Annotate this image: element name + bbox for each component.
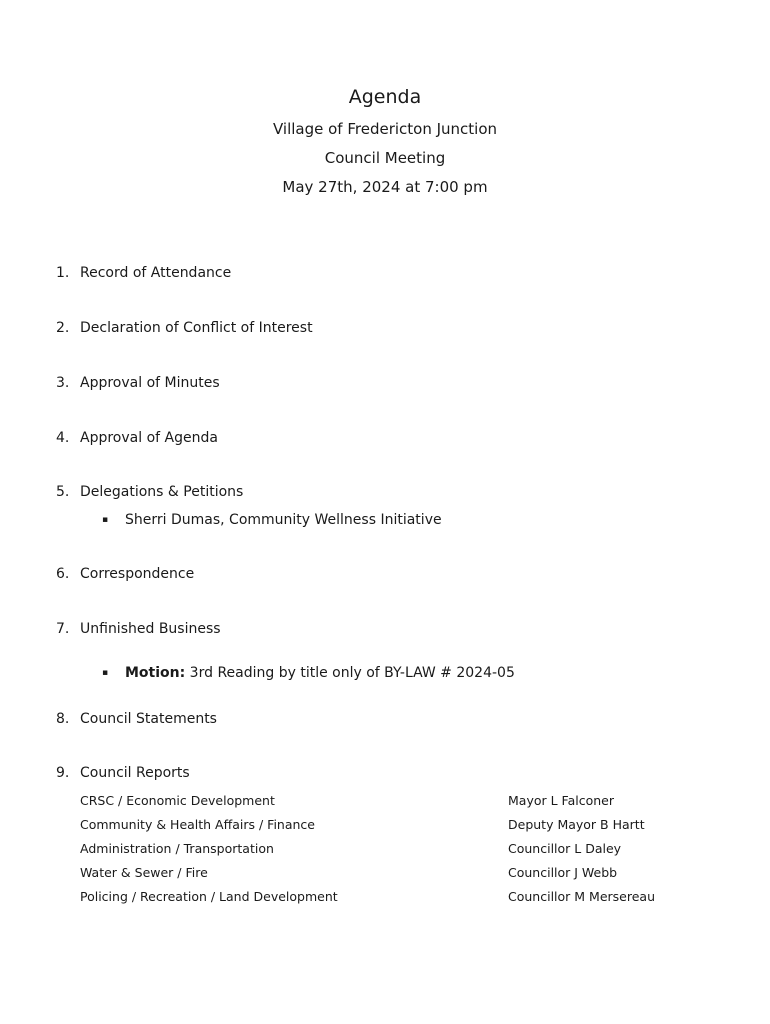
report-portfolio: CRSC / Economic Development bbox=[80, 793, 275, 808]
report-member: Councillor M Mersereau bbox=[508, 889, 655, 904]
item-number: 2. bbox=[56, 320, 70, 336]
agenda-item bbox=[56, 566, 194, 582]
item-number: 8. bbox=[56, 711, 70, 727]
agenda-item bbox=[56, 265, 231, 281]
item-label: Council Reports bbox=[80, 765, 190, 781]
motion-subitem bbox=[102, 665, 515, 681]
agenda-item bbox=[56, 711, 217, 727]
item-label: Approval of Agenda bbox=[80, 430, 218, 446]
square-bullet-icon: ▪ bbox=[102, 668, 109, 678]
item-label: Approval of Minutes bbox=[80, 375, 220, 391]
item-label: Correspondence bbox=[80, 566, 195, 582]
item-number: 3. bbox=[56, 375, 70, 391]
item-number: 5. bbox=[56, 484, 70, 500]
agenda-title: Agenda bbox=[348, 86, 422, 108]
item-number: 6. bbox=[56, 566, 70, 582]
report-portfolio: Policing / Recreation / Land Development bbox=[80, 889, 338, 904]
agenda-item bbox=[56, 320, 313, 336]
agenda-item bbox=[56, 484, 243, 500]
agenda-item bbox=[56, 430, 218, 446]
item-label: Unfinished Business bbox=[80, 621, 221, 637]
agenda-item bbox=[56, 765, 190, 781]
report-portfolio: Community & Health Affairs / Finance bbox=[80, 817, 315, 832]
meeting-datetime: May 27th, 2024 at 7:00 pm bbox=[282, 178, 488, 196]
report-portfolio: Administration / Transportation bbox=[80, 841, 274, 856]
item-number: 9. bbox=[56, 765, 70, 781]
item-number: 4. bbox=[56, 430, 70, 446]
report-member: Councillor L Daley bbox=[508, 841, 622, 856]
organization-name: Village of Fredericton Junction bbox=[272, 120, 498, 138]
item-number: 1. bbox=[56, 265, 70, 281]
item-label: Record of Attendance bbox=[80, 265, 232, 281]
item-label: Council Statements bbox=[80, 711, 217, 727]
delegation-text: Sherri Dumas, Community Wellness Initiative bbox=[125, 512, 442, 528]
report-member: Councillor J Webb bbox=[508, 865, 618, 880]
meeting-type: Council Meeting bbox=[324, 149, 446, 167]
agenda-item bbox=[56, 375, 220, 391]
delegation-subitem bbox=[102, 512, 442, 528]
motion-text: 3rd Reading by title only of BY-LAW # 2024-05 bbox=[185, 665, 515, 681]
agenda-item bbox=[56, 621, 221, 637]
item-label: Declaration of Conflict of Interest bbox=[80, 320, 313, 336]
item-label: Delegations & Petitions bbox=[80, 484, 244, 500]
report-member: Mayor L Falconer bbox=[508, 793, 614, 808]
report-portfolio: Water & Sewer / Fire bbox=[80, 865, 208, 880]
motion-label: Motion: bbox=[125, 665, 186, 681]
item-number: 7. bbox=[56, 621, 70, 637]
square-bullet-icon: ▪ bbox=[102, 515, 109, 525]
report-member: Deputy Mayor B Hartt bbox=[508, 817, 645, 832]
